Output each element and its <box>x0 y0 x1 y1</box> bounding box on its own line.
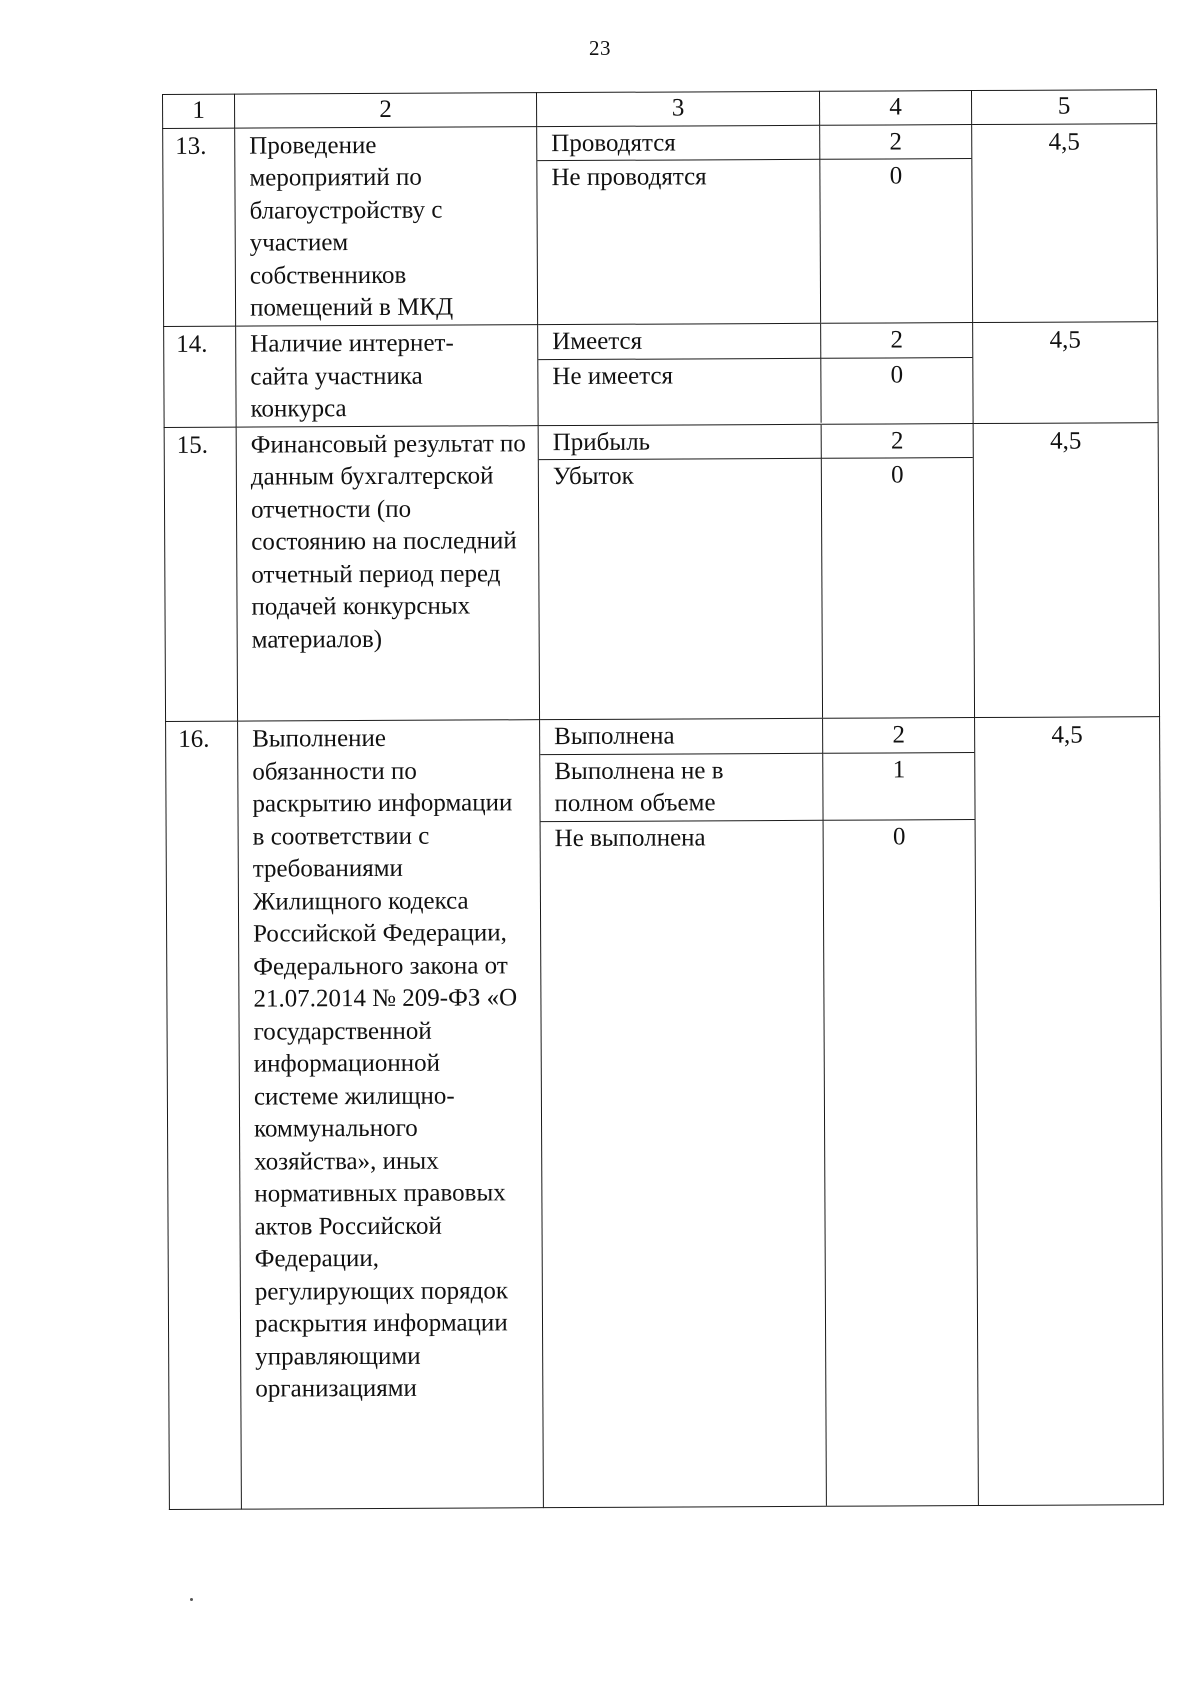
option-label: Не выполнена <box>541 820 827 1507</box>
criteria-table <box>162 89 1164 1509</box>
options-cell <box>538 423 974 720</box>
option-label: Не имеется <box>538 358 821 424</box>
option-row <box>541 819 978 1507</box>
page-number: 23 <box>589 36 611 60</box>
table-row <box>166 717 1164 1509</box>
weight-value: 4,5 <box>975 717 1164 1505</box>
row-number: 13. <box>163 128 236 327</box>
option-label <box>540 753 823 821</box>
header-col-5: 5 <box>971 90 1156 124</box>
option-row <box>538 357 972 424</box>
option-label-text: Выполнена не в полном объеме <box>554 756 724 818</box>
criterion-text <box>236 325 538 427</box>
header-col-4: 4 <box>819 91 971 125</box>
table-row <box>164 322 1158 427</box>
criterion-text <box>236 425 539 721</box>
header-row <box>163 90 1157 128</box>
option-points: 2 <box>821 323 973 358</box>
table-row <box>163 123 1158 326</box>
option-label: Прибыль <box>539 424 822 459</box>
option-row <box>537 159 972 325</box>
option-points: 1 <box>823 752 975 820</box>
option-points: 0 <box>890 360 904 388</box>
options-cell <box>540 718 979 1508</box>
option-label: Убыток <box>539 458 823 719</box>
option-points: 2 <box>821 424 973 459</box>
weight-value: 4,5 <box>973 322 1158 423</box>
header-col-2: 2 <box>235 93 537 128</box>
criterion-text <box>238 720 544 1509</box>
table-row <box>164 422 1159 721</box>
options-cell <box>538 323 973 426</box>
option-points: 0 <box>891 461 904 489</box>
option-label: Имеется <box>538 324 821 359</box>
header-col-3: 3 <box>536 91 819 126</box>
row-number: 14. <box>164 326 236 427</box>
option-row <box>540 752 974 821</box>
header-col-1: 1 <box>163 94 235 128</box>
row-number: 16. <box>166 721 242 1509</box>
option-label: Проводятся <box>537 125 820 160</box>
scan-speck <box>190 1598 193 1601</box>
criterion-label: Финансовый результат по данным бухгалтерской отчетности (по состоянию на последний отчетный период перед подачей конкурсных материалов) <box>250 429 526 654</box>
option-row <box>539 424 973 460</box>
option-row <box>540 718 974 754</box>
criterion-label: Выполнение обязанности по раскрытию информации в соответствии с требованиями Жилищного кодекса Российской Федерации, Федерального закона от 21.07.2014 № 209-ФЗ «О государственной информационной системе жилищно-коммунального хозяйства», иных нормативных правовых актов Российской Федерации, регулирующих порядок раскрытия информации управляющими организациями <box>252 724 518 1403</box>
option-points: 2 <box>820 125 972 160</box>
weight-value: 4,5 <box>972 123 1158 322</box>
weight-value: 4,5 <box>973 422 1159 717</box>
option-label: Не проводятся <box>537 159 820 324</box>
criterion-text <box>235 126 538 326</box>
row-number: 15. <box>164 427 237 722</box>
option-row <box>537 125 971 161</box>
option-row <box>539 458 974 720</box>
option-label: Выполнена <box>540 719 823 754</box>
criterion-label: Наличие интернет-сайта участника конкурса <box>250 329 454 423</box>
option-row <box>538 323 972 359</box>
option-points: 2 <box>823 718 974 753</box>
options-cell <box>537 124 973 325</box>
option-points: 0 <box>892 822 906 850</box>
option-points: 0 <box>889 162 903 190</box>
criterion-label: Проведение мероприятий по благоустройству с участием собственников помещений в МКД <box>249 131 454 322</box>
